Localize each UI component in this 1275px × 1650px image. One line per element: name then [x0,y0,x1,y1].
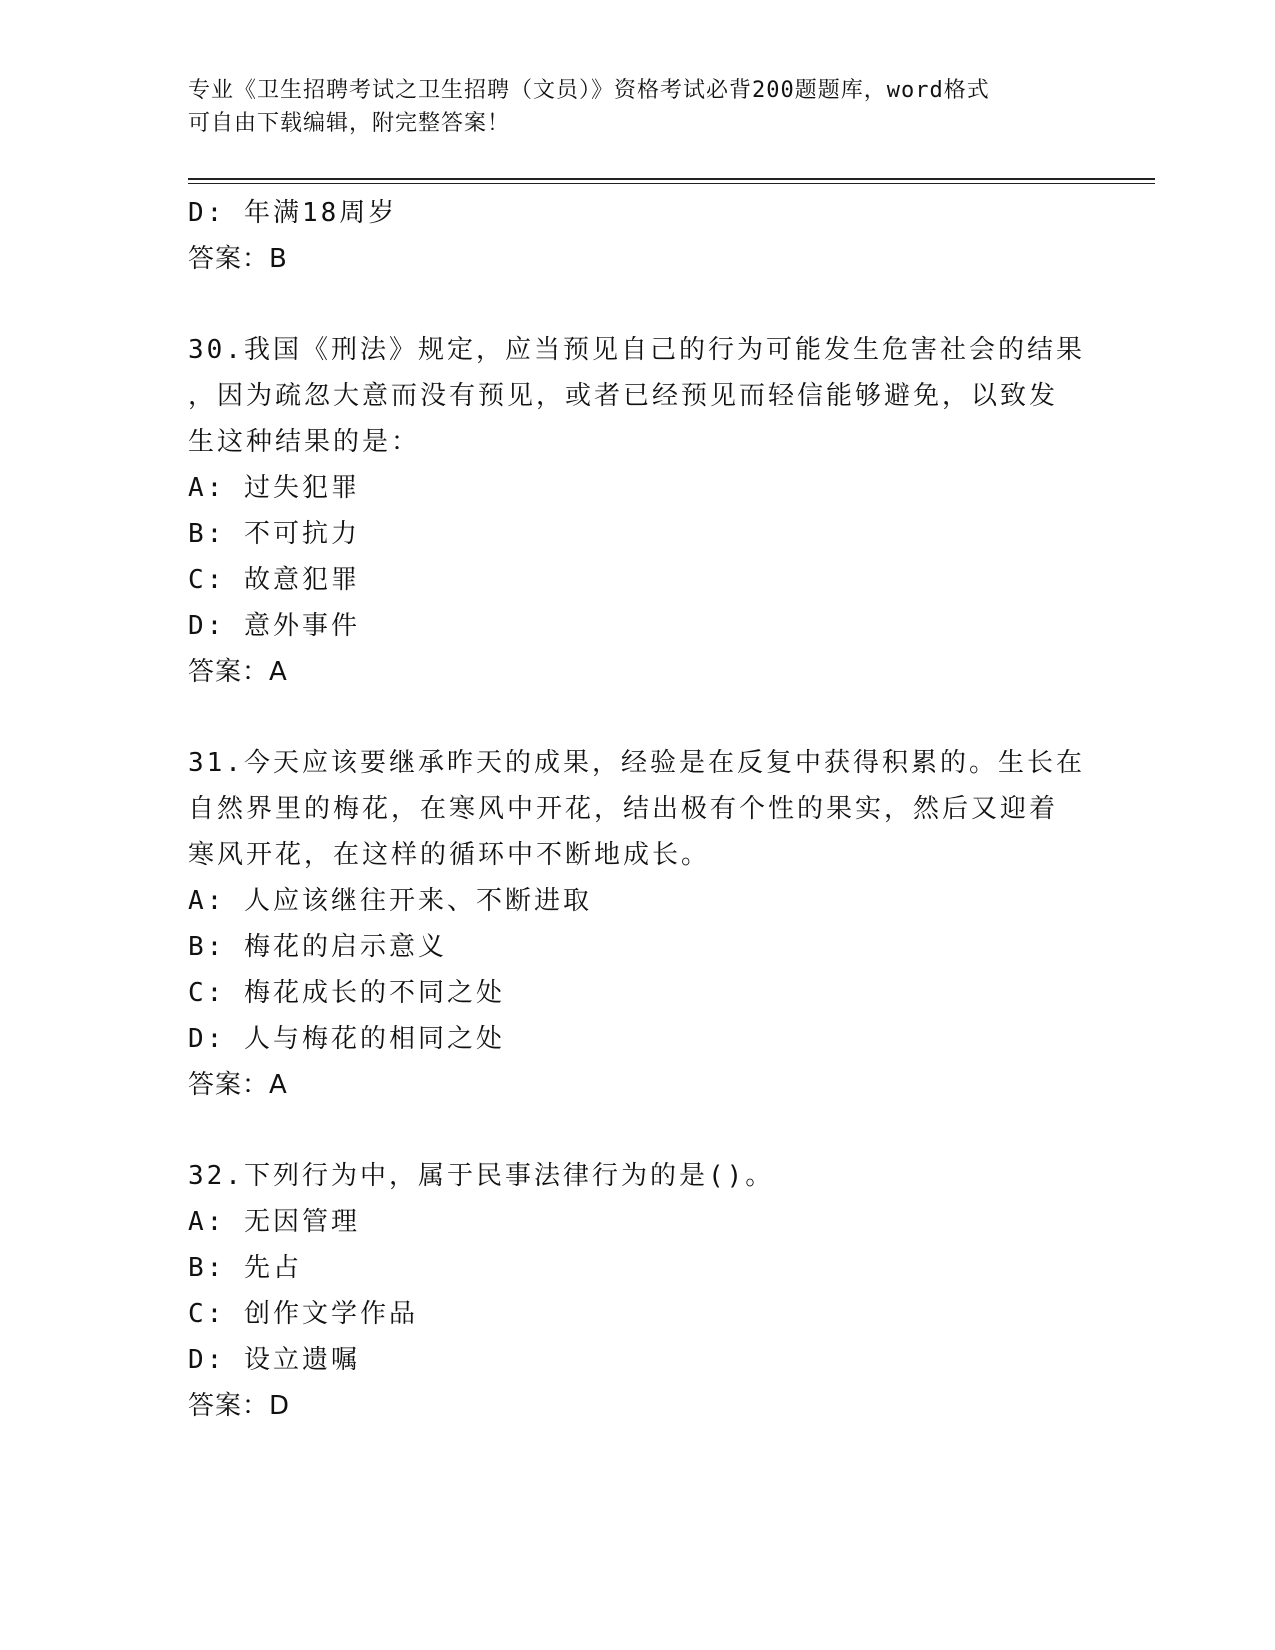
header-title-line-1: 专业《卫生招聘考试之卫生招聘（文员）》资格考试必背200题题库，word格式 [188,78,990,103]
header-divider-thin [188,183,1155,184]
answer-label: 答案：D [188,1391,291,1421]
option-b: B: 不可抗力 [188,519,360,549]
option-a: A: 过失犯罪 [188,473,360,503]
question-list [188,190,1088,1429]
question-30 [188,327,1088,695]
question-29-tail [188,190,1088,282]
option-b: B: 梅花的启示意义 [188,932,447,962]
answer-label: 答案：B [188,244,288,274]
question-stem: 30.我国《刑法》规定，应当预见自己的行为可能发生危害社会的结果 [188,335,1085,365]
answer-label: 答案：A [188,657,288,687]
question-stem: 生这种结果的是： [188,427,421,457]
option-d: D: 意外事件 [188,611,360,641]
question-stem: ，因为疏忽大意而没有预见，或者已经预见而轻信能够避免，以致发 [188,381,1059,411]
header-title-line-2: 可自由下载编辑，附完整答案！ [188,111,511,136]
header-divider-thick [188,178,1155,180]
question-stem: 31.今天应该要继承昨天的成果，经验是在反复中获得积累的。生长在 [188,748,1085,778]
question-stem: 自然界里的梅花，在寒风中开花，结出极有个性的果实，然后又迎着 [188,794,1059,824]
option-d: D: 设立遗嘱 [188,1345,360,1375]
option-b: B: 先占 [188,1253,302,1283]
option-a: A: 无因管理 [188,1207,360,1237]
option-c: C: 故意犯罪 [188,565,360,595]
option-c: C: 梅花成长的不同之处 [188,978,505,1008]
option-c: C: 创作文学作品 [188,1299,418,1329]
question-32 [188,1153,1088,1429]
question-31 [188,740,1088,1108]
option-d: D: 年满18周岁 [188,198,398,228]
question-stem: 寒风开花，在这样的循环中不断地成长。 [188,840,711,870]
answer-label: 答案：A [188,1070,288,1100]
document-header [188,74,1068,140]
option-a: A: 人应该继往开来、不断进取 [188,886,592,916]
option-d: D: 人与梅花的相同之处 [188,1024,505,1054]
question-stem: 32.下列行为中，属于民事法律行为的是()。 [188,1161,775,1191]
